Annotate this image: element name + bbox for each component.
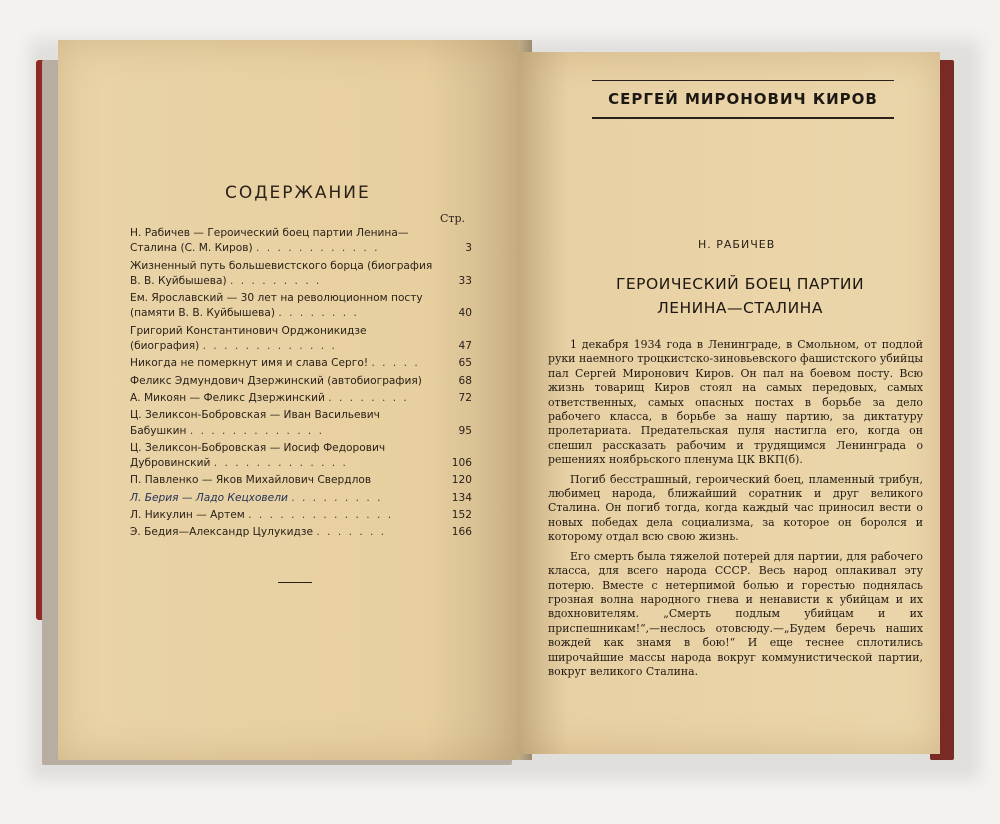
toc-entry-text: Никогда не померкнут имя и слава Серго!: [130, 357, 369, 370]
toc-entry: [130, 324, 472, 355]
toc-entry: [130, 491, 472, 506]
toc-entry: [130, 259, 472, 290]
toc-entry-text: Ц. Зеликсон-Бобровская — Иосиф Федорович Дубровинский: [130, 441, 386, 470]
toc-entry-page: 152: [451, 509, 472, 522]
toc-entry: [130, 374, 472, 389]
toc-entry-text: П. Павленко — Яков Михайлович Свердлов: [130, 474, 372, 487]
toc-entry: [130, 391, 472, 406]
toc-entry: [130, 525, 472, 540]
toc-leader: . . . . . . . . .: [291, 491, 383, 504]
toc-entry: [130, 441, 472, 472]
toc-leader: . . . . . . . .: [328, 391, 409, 404]
toc-entry-text: Феликс Эдмундович Дзержинский (автобиография): [130, 374, 422, 387]
toc-entry-text: Э. Бедия—Александр Цулукидзе: [130, 526, 313, 539]
toc-entry-page: 95: [458, 424, 472, 437]
toc-entry-page: 68: [458, 374, 472, 387]
toc-leader: . . . . . . . . . . . . .: [202, 340, 337, 353]
toc-entry-page: 33: [458, 274, 472, 287]
toc-entry-text: Жизненный путь большевистского борца (биография В. В. Куйбышева): [130, 259, 433, 287]
toc-end-rule: [278, 582, 312, 583]
toc-entry-text: Л. Никулин — Артем: [130, 509, 245, 522]
toc-entry-page: 134: [451, 491, 472, 504]
toc-entry-text: Н. Рабичев — Героический боец партии Ленина—Сталина (С. М. Киров): [130, 227, 409, 255]
toc-entry-page: 72: [458, 391, 472, 404]
toc-leader: . . . . . . . . . . . . . .: [248, 509, 394, 522]
toc-leader: . . . . . . . . . . . . .: [189, 424, 325, 437]
article-paragraph: Его смерть была тяжелой потерей для партии, для рабочего класса, для всего народа СССР. Весь народ оплакивал эту потерю. Вместе с нетерпимой болью и горестью поднялась грозная волна народного гнева и ненависти к убийцам и их вдохновителям. „Смерть подлым убийцам и их приспешникам!“,—неслось отовсюду.—„Будем беречь наших вождей как знамя в бою!“ И еще теснее сплотились широчайшие массы народа вокруг коммунистической партии, вокруг великого Сталина.: [548, 549, 923, 678]
toc-entry: [130, 291, 472, 322]
toc-list: [130, 226, 472, 543]
article-paragraph: 1 декабря 1934 года в Ленинграде, в Смольном, от подлой руки наемного троцкистско-зиновьевского фашистского убийцы пал Сергей Миронович Киров. Он пал на боевом посту. Всю жизнь товарищ Киров стоял на самых передовых, самых ответственных, самых опасных постах в борьбе за дело рабочего класса, в борьбе за нашу партию, за диктатуру пролетариата. Предательская пуля настигла его, когда он спешил рассказать рабочим и трудящимся Ленинграда о решениях ноябрьского пленума ЦК ВКП(б).: [548, 338, 923, 467]
article-title-line-1: ГЕРОИЧЕСКИЙ БОЕЦ ПАРТИИ: [615, 275, 865, 293]
toc-entry-text: Л. Берия — Ладо Кецховели: [130, 491, 288, 504]
article-title-line-2: ЛЕНИНА—СТАЛИНА: [657, 299, 823, 317]
toc-entry: [130, 226, 472, 257]
article-body: [548, 338, 923, 684]
toc-entry-text: Григорий Константинович Орджоникидзе (биография): [130, 324, 367, 353]
toc-entry-page: 166: [451, 526, 472, 539]
toc-leader: . . . . . . . . .: [230, 274, 322, 287]
toc-leader: . . . . . . . . . . . .: [256, 242, 380, 255]
toc-entry-page: 47: [458, 340, 472, 353]
toc-entry: [130, 356, 472, 371]
toc-entry: [130, 508, 472, 523]
toc-entry: [130, 408, 472, 439]
toc-entry-page: 106: [451, 457, 472, 470]
toc-title: СОДЕРЖАНИЕ: [225, 183, 371, 203]
article-author: Н. РАБИЧЕВ: [698, 238, 776, 251]
toc-entry-page: 65: [458, 357, 472, 370]
toc-entry-page: 40: [458, 307, 472, 320]
toc-leader: . . . . . . . .: [278, 307, 359, 320]
toc-entry: [130, 473, 472, 488]
toc-entry-page: 120: [451, 474, 472, 487]
toc-leader: . . . . . . . . . . . . .: [213, 457, 348, 470]
toc-entry-text: Ем. Ярославский — 30 лет на революционном посту (памяти В. В. Куйбышева): [130, 292, 423, 320]
toc-entry-text: А. Микоян — Феликс Дзержинский: [130, 391, 325, 404]
toc-leader: . . . . . . .: [316, 526, 387, 539]
toc-entry-text: Ц. Зеликсон-Бобровская — Иван Васильевич Бабушкин: [130, 409, 380, 437]
toc-leader: . . . . .: [371, 357, 420, 370]
toc-page-column-label: Стр.: [440, 212, 466, 225]
running-header: СЕРГЕЙ МИРОНОВИЧ КИРОВ: [592, 80, 894, 119]
article-paragraph: Погиб бесстрашный, героический боец, пламенный трибун, любимец народа, ближайший соратник и друг великого Сталина. Он погиб тогда, когда каждый час приносил вести о новых победах дела социализма, за которое он боролся и которому отдал всю свою жизнь.: [548, 472, 923, 544]
toc-entry-page: 3: [465, 242, 472, 255]
